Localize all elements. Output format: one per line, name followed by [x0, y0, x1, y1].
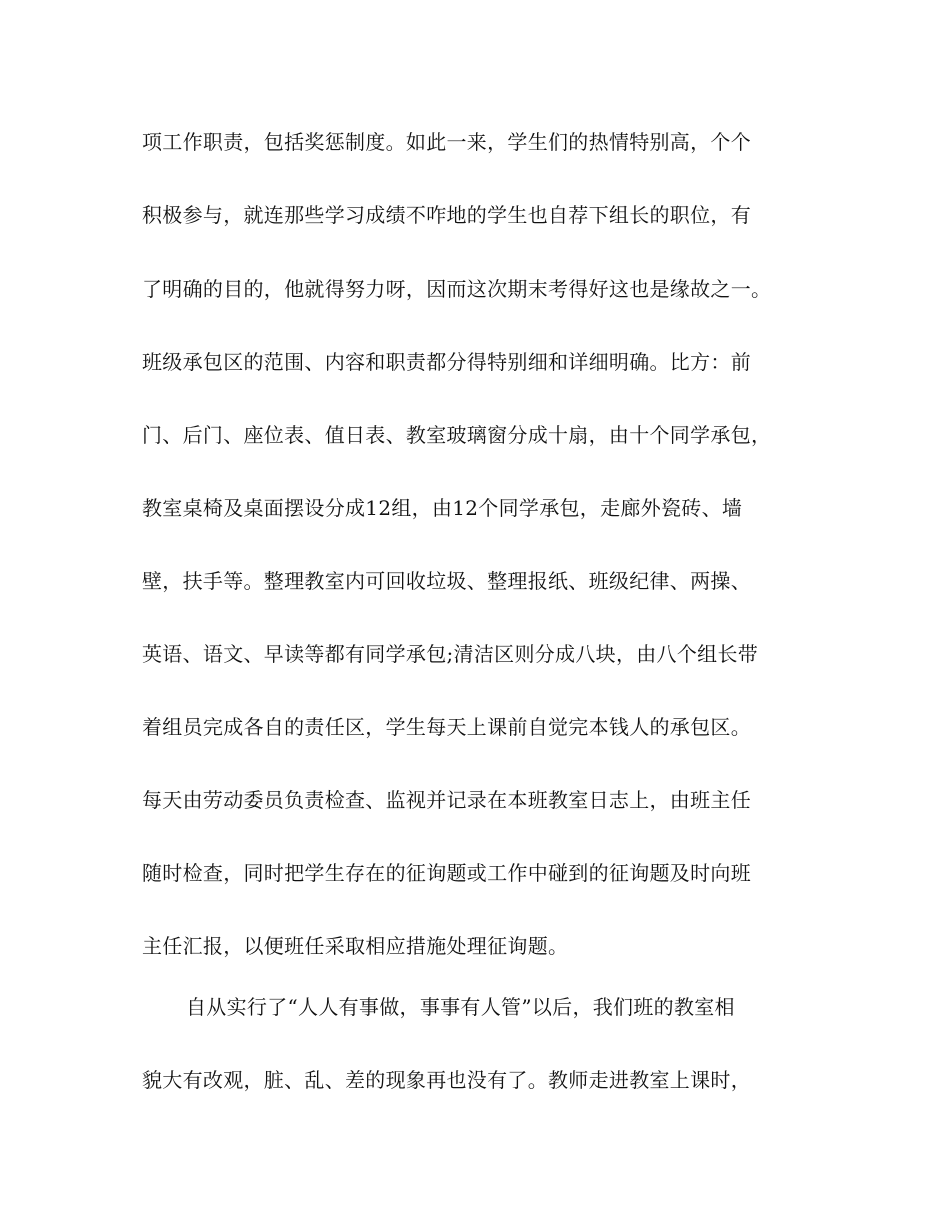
text-line-10: 每天由劳动委员负责检查、监视并记录在本班教室日志上，由班主任 — [142, 788, 751, 812]
text-line-3: 了明确的目的，他就得努力呀，因而这次期末考得好这也是缘故之一。 — [142, 277, 772, 301]
text-line-8: 英语、语文、早读等都有同学承包;清洁区则分成八块，由八个组长带 — [142, 642, 759, 666]
text-line-9: 着组员完成各自的责任区，学生每天上课前自觉完本钱人的承包区。 — [142, 715, 751, 739]
text-line-5: 门、后门、座位表、值日表、教室玻璃窗分成十扇，由十个同学承包， — [142, 423, 772, 447]
text-line-11: 随时检查，同时把学生存在的征询题或工作中碰到的征询题及时向班 — [142, 861, 751, 885]
text-line-7: 壁，扶手等。整理教室内可回收垃圾、整理报纸、班级纪律、两操、 — [142, 569, 751, 593]
text-line-4: 班级承包区的范围、内容和职责都分得特别细和详细明确。比方：前 — [142, 350, 751, 374]
text-line-2: 积极参与，就连那些学习成绩不咋地的学生也自荐下组长的职位，有 — [142, 203, 751, 227]
text-line-1: 项工作职责，包括奖惩制度。如此一来，学生们的热情特别高，个个 — [142, 130, 751, 154]
text-line-13: 自从实行了“人人有事做，事事有人管”以后，我们班的教室相 — [186, 995, 735, 1019]
text-line-6: 教室桌椅及桌面摆设分成12组，由12个同学承包，走廊外瓷砖、墙 — [142, 496, 743, 520]
text-line-12: 主任汇报，以便班任采取相应措施处理征询题。 — [142, 934, 569, 958]
text-line-14: 貌大有改观，脏、乱、差的现象再也没有了。教师走进教室上课时， — [142, 1068, 751, 1092]
